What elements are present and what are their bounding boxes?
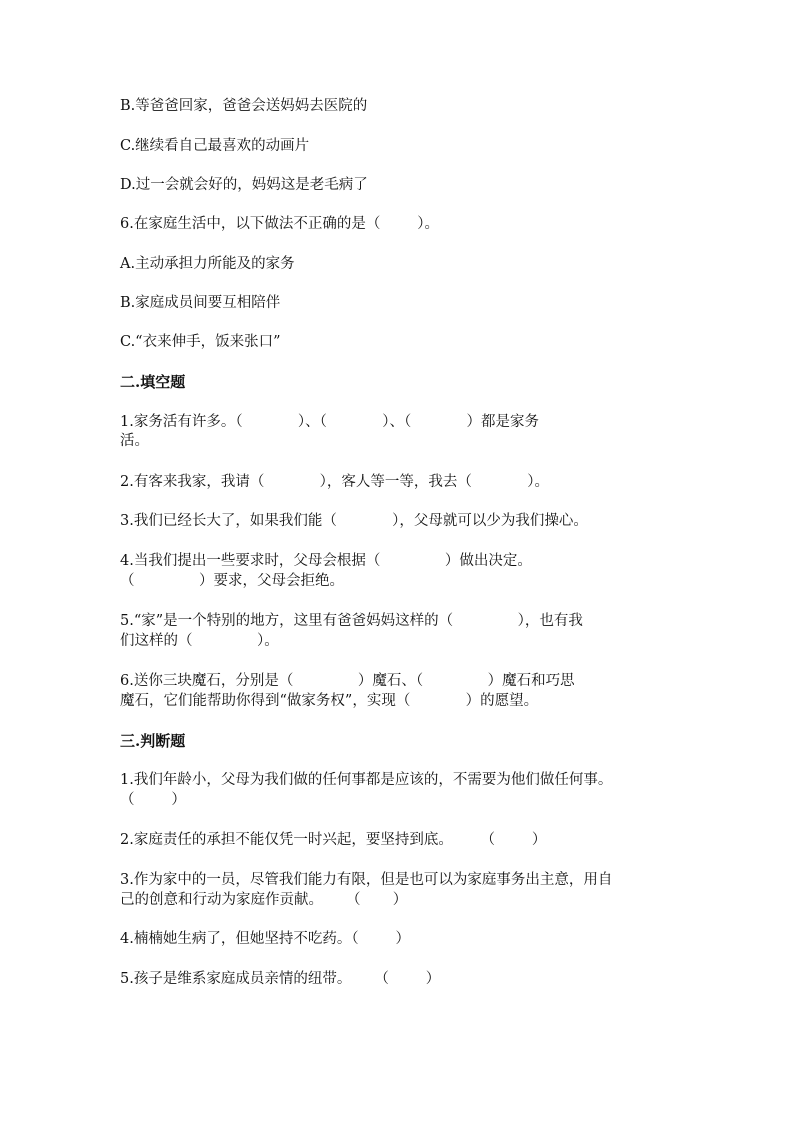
fill-question-1-line-1: 1.家务活有许多。（ ）、（ ）、（ ）都是家务 bbox=[120, 414, 540, 430]
section-title-judgement: 三.判断题 bbox=[120, 732, 186, 750]
judge-question-4: 4.楠楠她生病了，但她坚持不吃药。（ ） bbox=[120, 931, 410, 947]
option-q5-b: B.等爸爸回家，爸爸会送妈妈去医院的 bbox=[120, 98, 368, 114]
option-q5-c: C.继续看自己最喜欢的动画片 bbox=[120, 138, 310, 154]
option-q6-c: C.“衣来伸手，饭来张口” bbox=[120, 334, 281, 350]
judge-question-3-line-2: 己的创意和行动为家庭作贡献。 （ ） bbox=[120, 892, 408, 908]
fill-question-4-line-2: （ ）要求，父母会拒绝。 bbox=[120, 573, 345, 589]
option-q6-a: A.主动承担力所能及的家务 bbox=[120, 256, 295, 272]
fill-question-6-line-1: 6.送你三块魔石，分别是（ ）魔石、（ ）魔石和巧思 bbox=[120, 673, 575, 689]
fill-question-5-line-1: 5.“家”是一个特别的地方，这里有爸爸妈妈这样的（ ），也有我 bbox=[120, 613, 583, 629]
fill-question-4-line-1: 4.当我们提出一些要求时，父母会根据（ ）做出决定。 bbox=[120, 553, 532, 569]
fill-question-3: 3.我们已经长大了，如果我们能（ ），父母就可以少为我们操心。 bbox=[120, 513, 588, 529]
question-6-stem: 6.在家庭生活中，以下做法不正确的是（ ）。 bbox=[120, 216, 439, 232]
section-title-fill-blank: 二.填空题 bbox=[120, 373, 186, 391]
option-q5-d: D.过一会就会好的，妈妈这是老毛病了 bbox=[120, 177, 368, 193]
judge-question-2: 2.家庭责任的承担不能仅凭一时兴起，要坚持到底。 （ ） bbox=[120, 832, 547, 848]
judge-question-3-line-1: 3.作为家中的一员，尽管我们能力有限，但是也可以为家庭事务出主意，用自 bbox=[120, 872, 613, 888]
judge-question-1-line-2: （ ） bbox=[120, 792, 186, 808]
option-q6-b: B.家庭成员间要互相陪伴 bbox=[120, 295, 281, 311]
fill-question-6-line-2: 魔石，它们能帮助你得到“做家务权”，实现（ ）的愿望。 bbox=[120, 693, 539, 709]
fill-question-2: 2.有客来我家，我请（ ），客人等一等，我去（ ）。 bbox=[120, 474, 549, 490]
judge-question-1-line-1: 1.我们年龄小，父母为我们做的任何事都是应该的，不需要为他们做任何事。 bbox=[120, 772, 613, 788]
fill-question-1-line-2: 活。 bbox=[120, 433, 149, 449]
judge-question-5: 5.孩子是维系家庭成员亲情的纽带。 （ ） bbox=[120, 971, 441, 987]
fill-question-5-line-2: 们这样的（ ）。 bbox=[120, 633, 279, 649]
